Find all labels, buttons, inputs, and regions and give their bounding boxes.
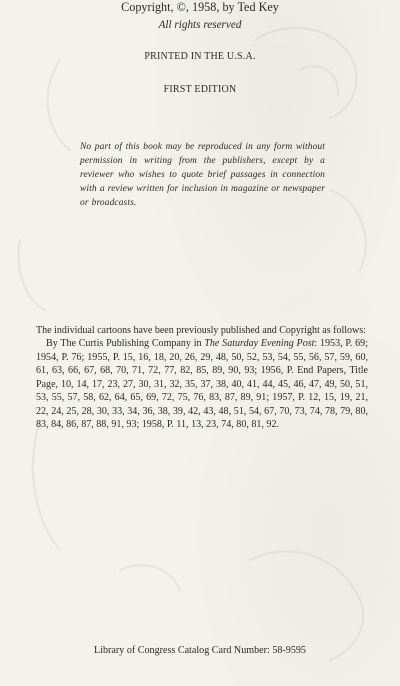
- catalog-card-number: Library of Congress Catalog Card Number: 58-9595: [94, 645, 306, 656]
- copyright-acknowledgment: [36, 324, 368, 432]
- copyright-line: Copyright, ©, 1958, by Ted Key: [121, 0, 279, 14]
- acknowledgment-intro: The individual cartoons have been previously published and Copyright as follows:: [36, 325, 366, 336]
- printed-in-line: PRINTED IN THE U.S.A.: [144, 51, 256, 62]
- reproduction-notice: No part of this book may be reproduced in any form without permission in writing from the publishers, except by a reviewer who wishes to quote brief passages in connection with a review written for inclusion in magazine or newspaper or broadcasts.: [80, 142, 325, 208]
- acknowledgment-by-prefix: By The Curtis Publishing Company in: [46, 338, 205, 350]
- edition-line: FIRST EDITION: [163, 84, 237, 95]
- publication-title: The Saturday Evening Post: [204, 338, 315, 350]
- rights-reserved-line: All rights reserved: [158, 19, 242, 31]
- acknowledgment-body: [36, 337, 368, 431]
- acknowledgment-details: : 1953, P. 69; 1954, P. 76; 1955, P. 15, 16, 18, 20, 26, 29, 48, 50, 52, 53, 54, 55, 56, 57, 59, 60, 61, 63, 66, 67, 68, 70, 71, 72, 77, 82, 85, 89, 90, 93; 1956, P. End Papers, Title Page, 10, 14, 17, 23, 27, 30, 31, 32, 35, 37, 38, 40, 41, 44, 45, 46, 47, 49, 50, 51, 53, 55, 57, 58, 62, 64, 65, 69, 72, 75, 76, 83, 87, 89, 91; 1957, P. 12, 15, 19, 21, 22, 24, 25, 28, 30, 33, 34, 36, 38, 39, 42, 43, 48, 51, 54, 67, 70, 73, 74, 78, 79, 80, 83, 84, 86, 87, 88, 91, 93; 1958, P. 11, 13, 23, 74, 80, 81, 92.: [36, 338, 368, 431]
